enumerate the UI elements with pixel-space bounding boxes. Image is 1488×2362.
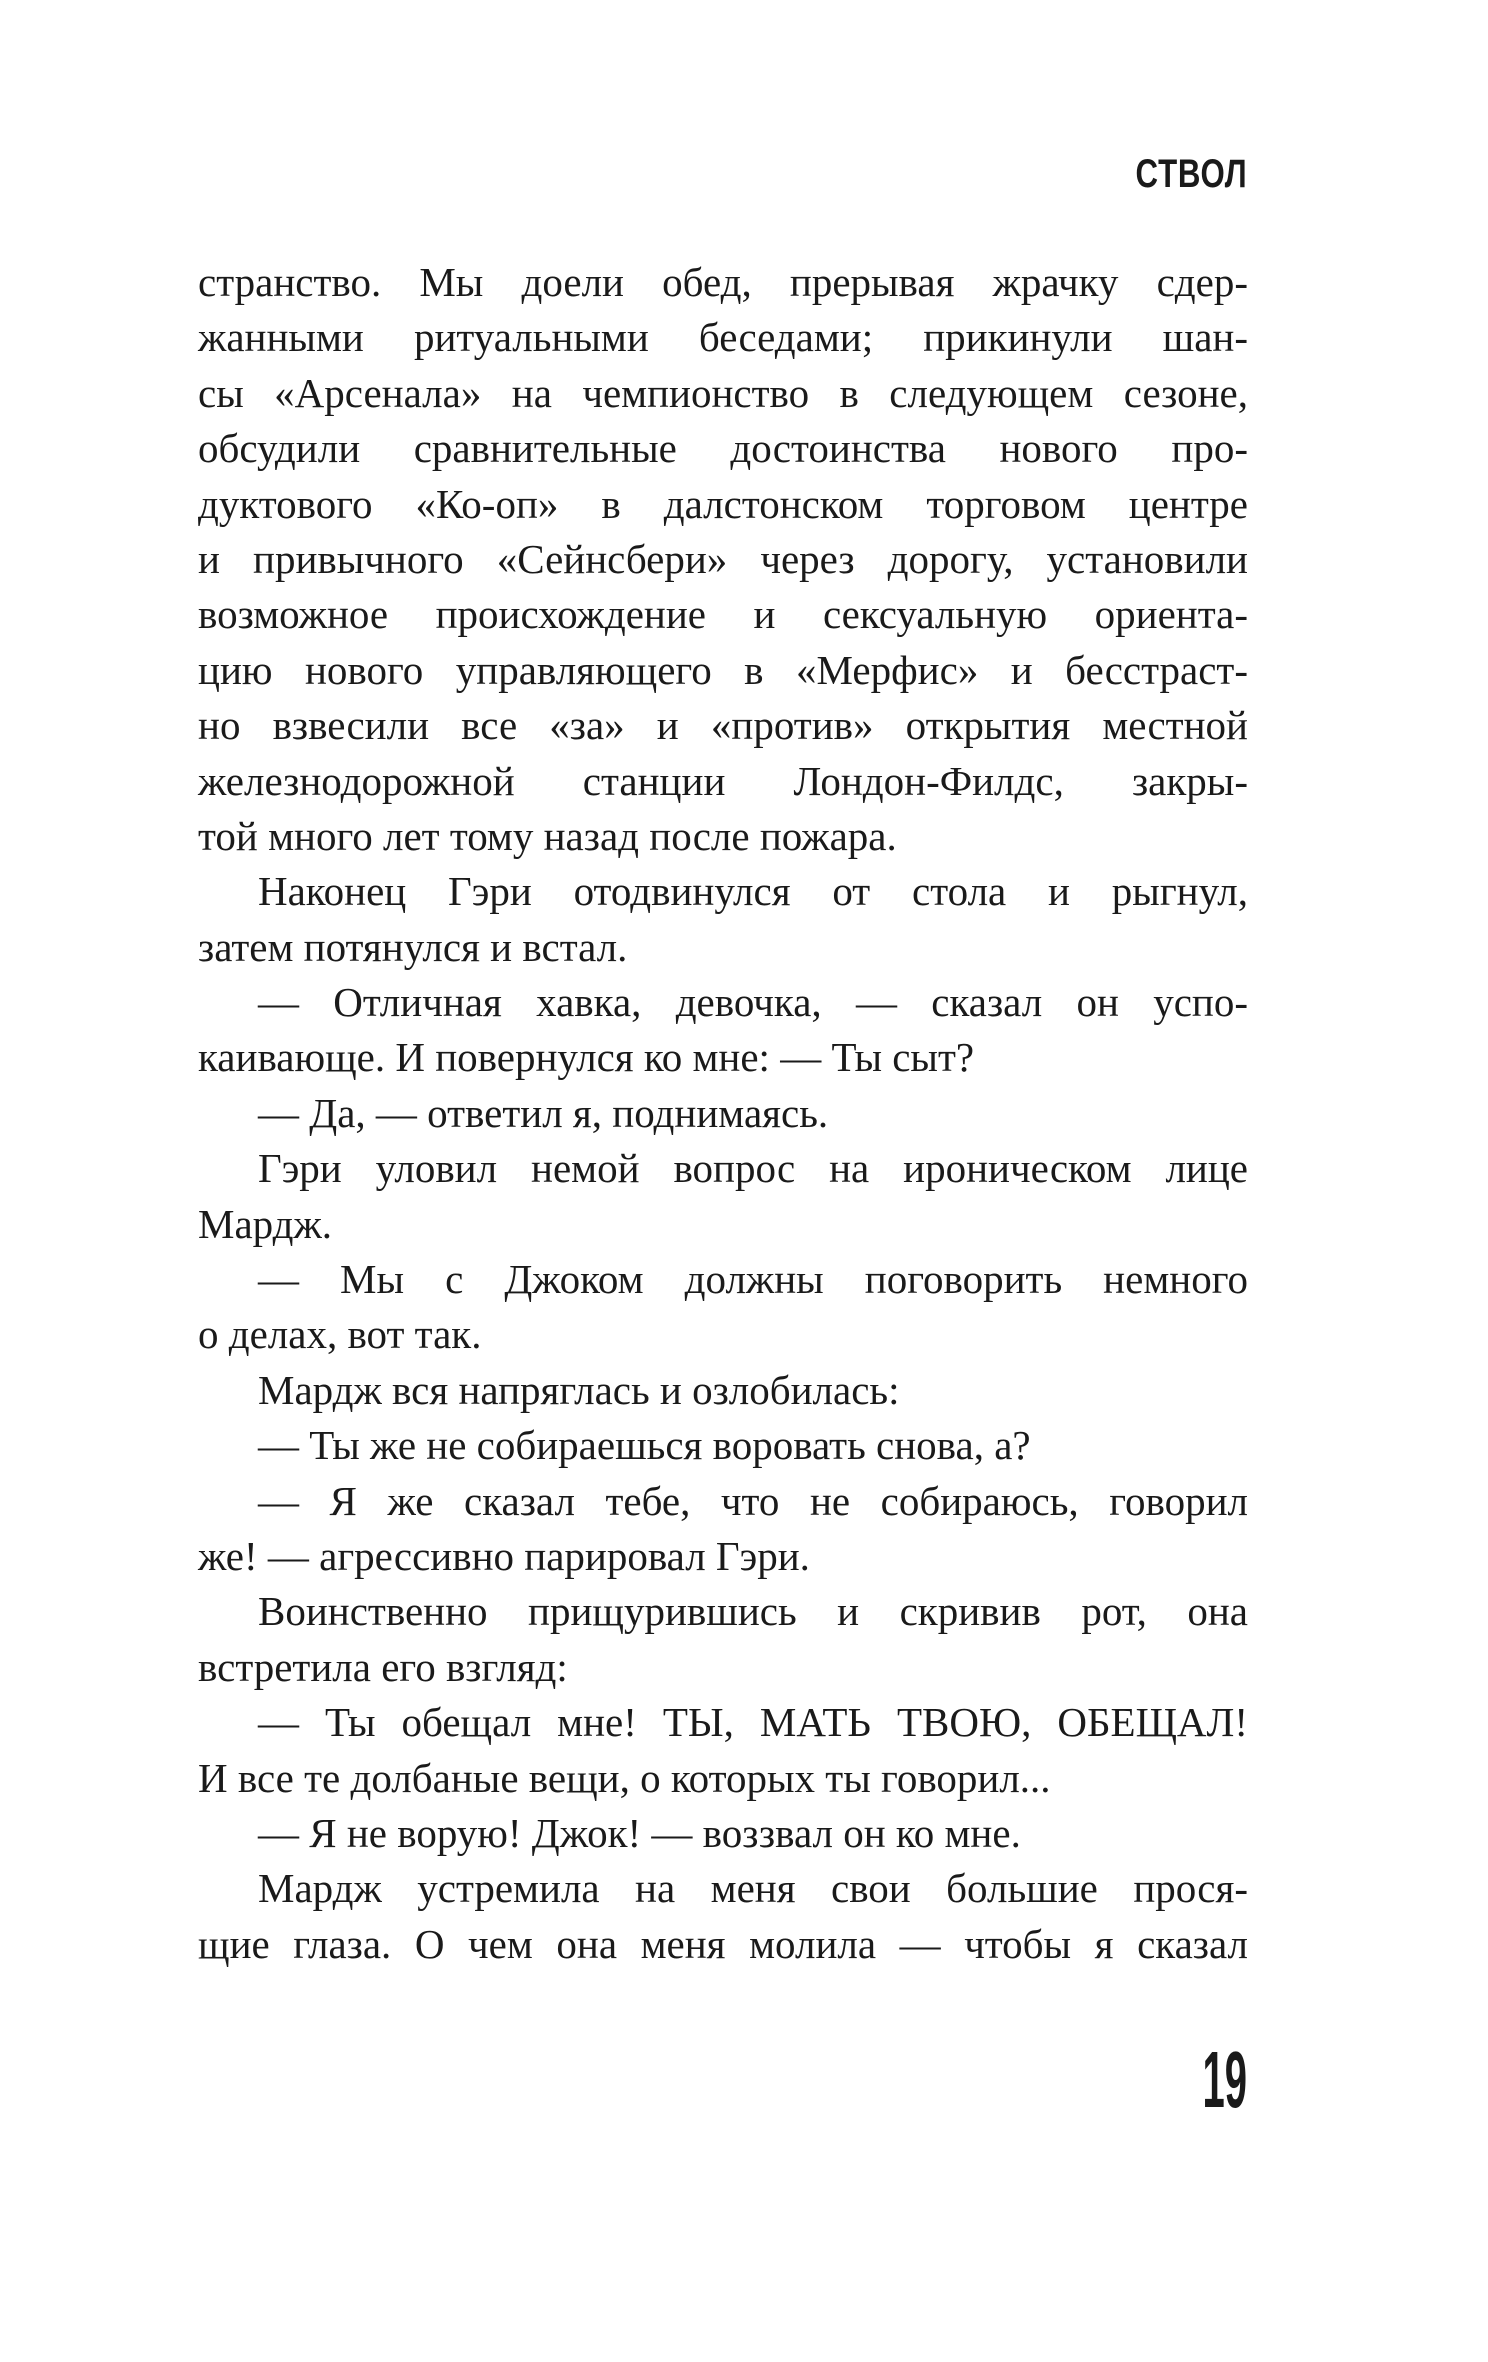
text-line: Мардж устремила на меня свои большие прося- [258,1865,1248,1912]
text-line: — Отличная хавка, девочка, — сказал он успо- [258,979,1248,1026]
text-line: И все те долбаные вещи, о которых ты говорил... [198,1754,1051,1801]
text-line: Мардж. [198,1200,333,1247]
text-line: Наконец Гэри отодвинулся от стола и рыгнул, [258,868,1248,915]
running-header: СТВОЛ [1135,152,1247,196]
page-number: 19 [1202,2035,1247,2124]
text-line: о делах, вот так. [198,1311,482,1358]
text-line: дуктового «Ко-оп» в далстонском торговом центре [198,480,1248,527]
text-line: щие глаза. О чем она меня молила — чтобы я сказал [198,1920,1248,1967]
text-line: странство. Мы доели обед, прерывая жрачку сдер- [198,259,1248,305]
text-line: сы «Арсенала» на чемпионство в следующем сезоне, [198,369,1248,416]
text-line: — Я не ворую! Джок! — воззвал он ко мне. [258,1809,1021,1856]
text-line: жанными ритуальными беседами; прикинули шан- [198,314,1248,361]
text-line: — Мы с Джоком должны поговорить немного [258,1256,1248,1303]
text-line: встретила его взгляд: [198,1643,568,1690]
text-line: каивающе. И повернулся ко мне: — Ты сыт? [198,1034,975,1081]
text-line: и привычного «Сейнсбери» через дорогу, установили [198,535,1248,582]
text-line: Гэри уловил немой вопрос на ироническом лице [258,1145,1248,1192]
text-line: же! — агрессивно парировал Гэри. [198,1532,810,1579]
text-line: Мардж вся напряглась и озлобилась: [258,1366,900,1413]
body-text [198,255,1248,1972]
text-line: той много лет тому назад после пожара. [198,812,897,859]
text-line: возможное происхождение и сексуальную ориента- [198,591,1248,638]
text-line: — Ты же не собираешься воровать снова, а? [258,1422,1031,1469]
text-line: — Да, — ответил я, поднимаясь. [258,1089,829,1136]
text-line: цию нового управляющего в «Мерфис» и бесстраст- [198,646,1248,693]
text-line: — Ты обещал мне! ТЫ, МАТЬ ТВОЮ, ОБЕЩАЛ! [258,1699,1248,1746]
text-line: обсудили сравнительные достоинства нового про- [198,425,1248,472]
text-line: — Я же сказал тебе, что не собираюсь, говорил [258,1477,1248,1524]
text-line: Воинственно прищурившись и скривив рот, она [258,1588,1248,1635]
text-line: но взвесили все «за» и «против» открытия местной [198,702,1248,749]
text-line: затем потянулся и встал. [198,923,628,970]
text-line: железнодорожной станции Лондон-Филдс, закры- [198,757,1248,804]
